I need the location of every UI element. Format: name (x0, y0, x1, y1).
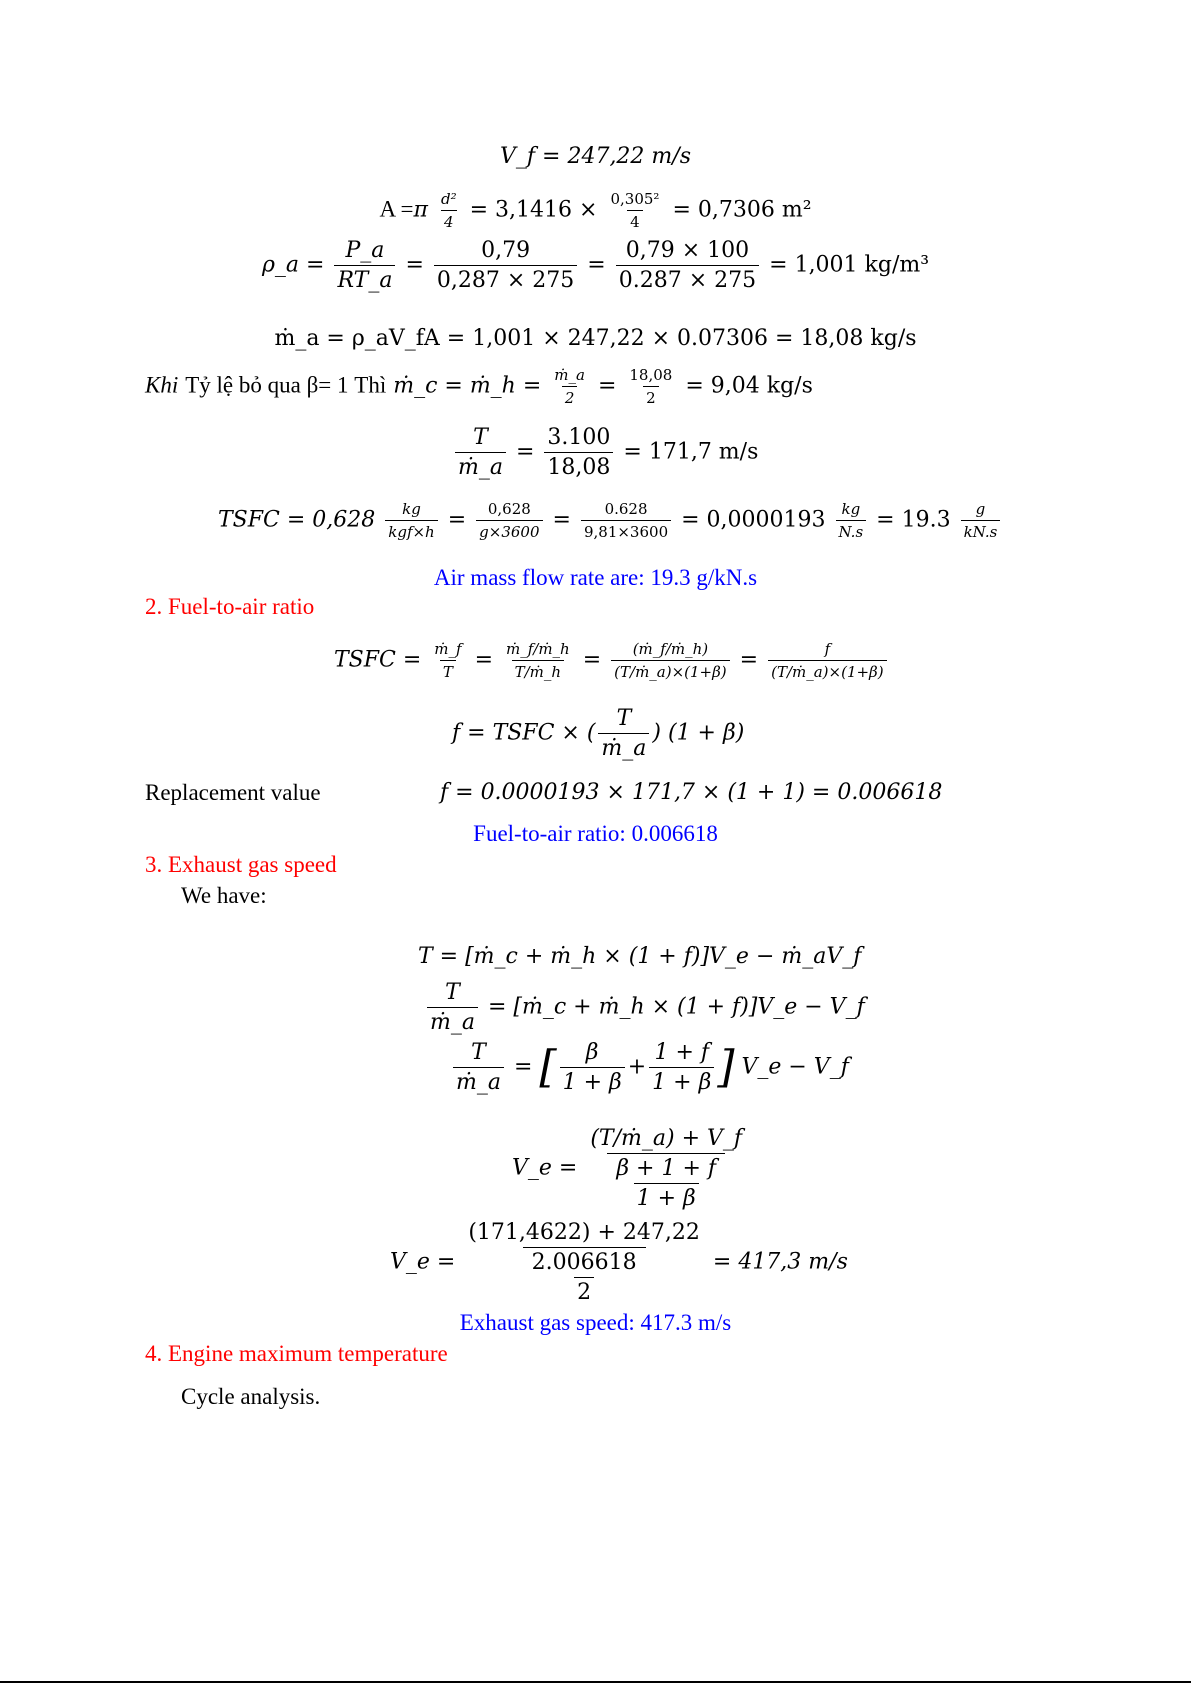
tm-frac2: $\frac{3.100}{18,08}$ (544, 425, 613, 480)
eq2-frac4: $\frac{f}{\text{(T/ṁ\_a)×(1+β)}}$ (768, 640, 887, 681)
eq-mass-flow: ṁ_a = ρ_aV_fA = 1,001 × 247,22 × 0.07306 = 18,08 kg/s (274, 326, 917, 351)
eq-ve-value: V_e = $\frac{(171,4622) + 247,22}{\frac{2.006618}{2}}$ = 417,3 m/s (390, 1220, 848, 1305)
eq2-frac1: $\frac{\text{ṁ\_f}}{T}$ (434, 640, 462, 681)
we-have: We have: (181, 883, 267, 908)
eq-thrust-ratio: $\frac{T}{\text{ṁ\_a}}$ = $\frac{3.100}{18,08}$ = 171,7 m/s (452, 425, 758, 480)
area-mid: = 3,1416 × (469, 197, 598, 223)
eq3-l2-frac: $\frac{T}{\text{ṁ\_a}}$ (427, 980, 478, 1035)
tsfc-frac4: $\frac{kg}{N.s}$ (836, 500, 867, 541)
area-frac1: $\frac{\text{d²}}{4}$ (441, 190, 457, 231)
eq-ve-formula: V_e = $\frac{\text{(T/ṁ\_a) + V\_f}}{\frac{\beta + 1 + f}{1 + \beta}}$ (512, 1126, 748, 1211)
area-frac2: $\frac{\text{0,305²}}{4}$ (610, 190, 660, 231)
cycle-analysis: Cycle analysis. (181, 1384, 321, 1409)
rho-frac2: $\frac{0,79}{0,287 \times 275}$ (434, 238, 577, 293)
section-3-heading: 3. Exhaust gas speed (145, 852, 337, 877)
area-pi: π (413, 197, 428, 223)
result-exhaust-speed: Exhaust gas speed: 417.3 m/s (459, 1310, 732, 1335)
eq3-l3-frac: $\frac{T}{\text{ṁ\_a}}$ (453, 1040, 504, 1095)
tsfc-frac2: $\frac{0,628}{g\times 3600}$ (476, 500, 542, 541)
eq-tsfc-ratio: TSFC = $\frac{\text{ṁ\_f}}{T}$ = $\frac{\text{ṁ\_f/ṁ\_h}}{\text{T/ṁ\_h}}$ = $\frac{\text{(ṁ\_f/ṁ\_h)}}{\text{(T/ṁ\_a)×(1+β)}}$ = $\frac{f}{\text{(T/ṁ\_a)×(1+β)}}$ (334, 640, 890, 681)
khi-word: Khi (145, 372, 179, 398)
ve-frac: $\frac{\text{(T/ṁ\_a) + V\_f}}{\frac{\beta + 1 + f}{1 + \beta}}$ (590, 1126, 743, 1211)
f-frac: $\frac{T}{\text{ṁ\_a}}$ (598, 706, 649, 761)
section-2-heading: 2. Fuel-to-air ratio (145, 594, 315, 619)
eq-tsfc: TSFC = 0,628 $\frac{kg}{\text{kgf×h}}$ = $\frac{0,628}{g\times 3600}$ = $\frac{0.628}{9,81\times 3600}$ = 0,0000193 $\frac{kg}{N.s}$ = 19.3 $\frac{g}{kN.s}$ (218, 500, 1003, 541)
tsfc-frac3: $\frac{0.628}{9,81\times 3600}$ (581, 500, 671, 541)
rho-frac3: $\frac{0,79 \times 100}{0.287 \times 275}$ (616, 238, 759, 293)
eq-thrust-per-mass: $\frac{T}{\text{ṁ\_a}}$ = [ṁ_c + ṁ_h × (1 + f)]V_e − V_f (424, 980, 865, 1035)
rho-frac1: $\frac{P\_a}{RT\_a}$ (334, 238, 395, 293)
eq-f: f = TSFC × ( $\frac{T}{\text{ṁ\_a}}$ ) (1 + β) (452, 706, 745, 761)
eq2-frac3: $\frac{\text{(ṁ\_f/ṁ\_h)}}{\text{(T/ṁ\_a)×(1+β)}}$ (611, 640, 730, 681)
result-fuel-air-ratio: Fuel-to-air ratio: 0.006618 (473, 821, 718, 846)
eq-area (0, 190, 1191, 231)
ve2-inner-frac: $\frac{2.006618}{2}$ (531, 1250, 637, 1305)
replacement-label: Replacement value (145, 780, 321, 805)
eq-vf: V_f = 247,22 m/s (500, 144, 691, 169)
tsfc-frac5: $\frac{g}{kN.s}$ (961, 500, 1001, 541)
result-air-mass-flow: Air mass flow rate are: 19.3 g/kN.s (433, 565, 758, 590)
area-result: = 0,7306 m² (672, 197, 812, 223)
eq-thrust-beta: $\frac{T}{\text{ṁ\_a}}$ = [ $\frac{\beta}{1 + \beta}$ + $\frac{1 + f}{1 + \beta}$ ] V_e − V_f (450, 1040, 849, 1095)
area-prefix: A = (379, 196, 414, 222)
khi-frac1: $\frac{\text{ṁ\_a}}{2}$ (554, 366, 585, 407)
replacement-eq: f = 0.0000193 × 171,7 × (1 + 1) = 0.006618 (440, 780, 943, 805)
eq-rho: ρ_a = $\frac{P\_a}{RT\_a}$ = $\frac{0,79}{0,287 \times 275}$ = $\frac{0,79 \times 100}{0.287 \times 275}$ = 1,001 kg/m³ (262, 238, 930, 293)
eq3-beta-frac2: $\frac{1 + f}{1 + \beta}$ (649, 1040, 714, 1095)
khi-text: Tỷ lệ bỏ qua β= 1 Thì (185, 372, 387, 398)
ve2-frac: $\frac{(171,4622) + 247,22}{\frac{2.006618}{2}}$ (468, 1220, 700, 1305)
ve-inner-frac: $\frac{\beta + 1 + f}{1 + \beta}$ (616, 1156, 717, 1211)
eq2-frac2: $\frac{\text{ṁ\_f/ṁ\_h}}{\text{T/ṁ\_h}}$ (506, 640, 570, 681)
section-4-heading: 4. Engine maximum temperature (145, 1341, 448, 1366)
tm-frac1: $\frac{T}{\text{ṁ\_a}}$ (455, 425, 506, 480)
eq-khi: Khi Tỷ lệ bỏ qua β= 1 Thì ṁ_c = ṁ_h = $\frac{\text{ṁ\_a}}{2}$ = $\frac{18,08}{2}$ = 9,04 kg/s (145, 366, 813, 407)
eq3-beta-frac1: $\frac{\beta}{1 + \beta}$ (560, 1040, 625, 1095)
tsfc-frac1: $\frac{kg}{\text{kgf×h}}$ (385, 500, 437, 541)
khi-frac2: $\frac{18,08}{2}$ (629, 366, 673, 407)
page-bottom-rule (0, 1681, 1191, 1683)
eq-thrust: T = [ṁ_c + ṁ_h × (1 + f)]V_e − ṁ_aV_f (418, 944, 862, 969)
